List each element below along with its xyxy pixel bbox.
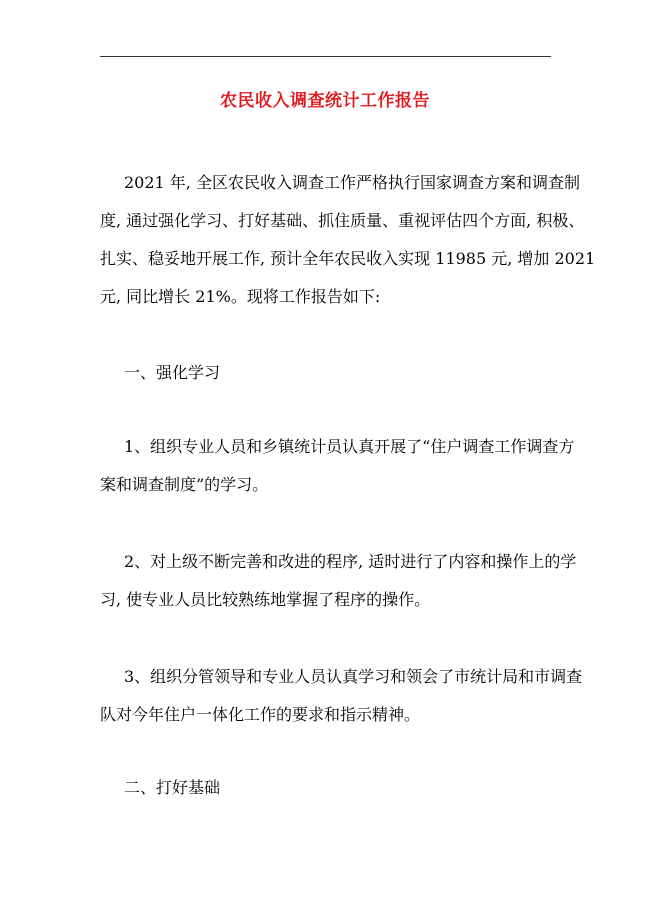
- section-1-item-1: [100, 428, 575, 504]
- item-1-line-1: 1、组织专业人员和乡镇统计员认真开展了“住户调查工作调查方: [124, 437, 575, 456]
- section-1-item-3: [100, 658, 583, 734]
- item-2-line-2: 习, 使专业人员比较熟练地掌握了程序的操作。: [100, 590, 431, 609]
- section-1-item-2: [100, 543, 577, 619]
- intro-line-1: 2021 年, 全区农民收入调查工作严格执行国家调查方案和调查制: [124, 173, 580, 192]
- intro-line-3: 扎实、稳妥地开展工作, 预计全年农民收入实现 11985 元, 增加 2021: [100, 249, 596, 268]
- item-1-line-2: 案和调查制度”的学习。: [100, 475, 269, 494]
- intro-paragraph: [100, 164, 596, 316]
- item-2-line-1: 2、对上级不断完善和改进的程序, 适时进行了内容和操作上的学: [124, 552, 577, 571]
- intro-line-2: 度, 通过强化学习、打好基础、抓住质量、重视评估四个方面, 积极、: [100, 211, 585, 230]
- intro-line-4: 元, 同比增长 21%。现将工作报告如下:: [100, 287, 381, 306]
- item-3-line-1: 3、组织分管领导和专业人员认真学习和领会了市统计局和市调查: [124, 667, 583, 686]
- section-2-heading: 二、打好基础: [124, 778, 221, 797]
- item-3-line-2: 队对今年住户一体化工作的要求和指示精神。: [100, 705, 421, 724]
- header-rule: [100, 56, 551, 57]
- section-1-heading: 一、强化学习: [124, 363, 221, 382]
- document-title: 农民收入调查统计工作报告: [220, 91, 430, 111]
